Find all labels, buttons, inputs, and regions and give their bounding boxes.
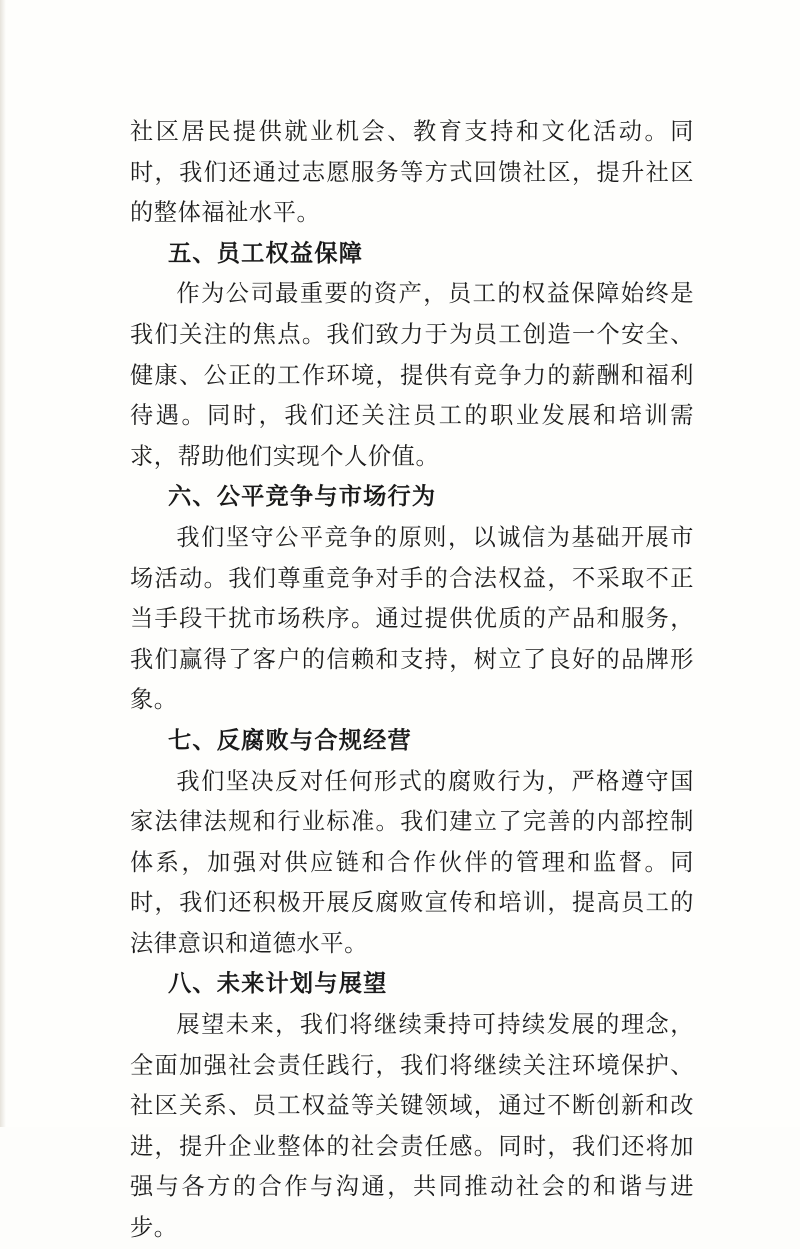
- section-heading-employee-rights: 五、员工权益保障: [168, 239, 364, 267]
- section-heading-future-plans: 八、未来计划与展望: [168, 970, 388, 998]
- section-heading-fair-competition: 六、公平竞争与市场行为: [168, 483, 437, 511]
- section-body-fair-competition: 我们坚守公平竞争的原则，以诚信为基础开展市场活动。我们尊重竞争对手的合法权益，不采取不正当手段干扰市场秩序。通过提供优质的产品和服务，我们赢得了客户的信赖和支持，树立了良好的品牌形象。: [130, 523, 694, 714]
- section-heading-anti-corruption: 七、反腐败与合规经营: [168, 726, 412, 754]
- section-body-employee-rights: 作为公司最重要的资产，员工的权益保障始终是我们关注的焦点。我们致力于为员工创造一个安全、健康、公正的工作环境，提供有竞争力的薪酬和福利待遇。同时，我们还关注员工的职业发展和培训需求，帮助他们实现个人价值。: [130, 280, 694, 470]
- section-body-future-plans: 展望未来，我们将继续秉持可持续发展的理念，全面加强社会责任践行，我们将继续关注环境保护、社区关系、员工权益等关键领域，通过不断创新和改进，提升企业整体的社会责任感。同时，我们还将加强与各方的合作与沟通，共同推动社会的和谐与进步。: [130, 1011, 694, 1242]
- page-edge-shadow: [0, 0, 6, 1127]
- intro-paragraph: 社区居民提供就业机会、教育支持和文化活动。同时，我们还通过志愿服务等方式回馈社区，提升社区的整体福祉水平。: [130, 118, 694, 227]
- document-body: [130, 112, 694, 1249]
- section-body-anti-corruption: 我们坚决反对任何形式的腐败行为，严格遵守国家法律法规和行业标准。我们建立了完善的内部控制体系，加强对供应链和合作伙伴的管理和监督。同时，我们还积极开展反腐败宣传和培训，提高员工的法律意识和道德水平。: [130, 767, 694, 957]
